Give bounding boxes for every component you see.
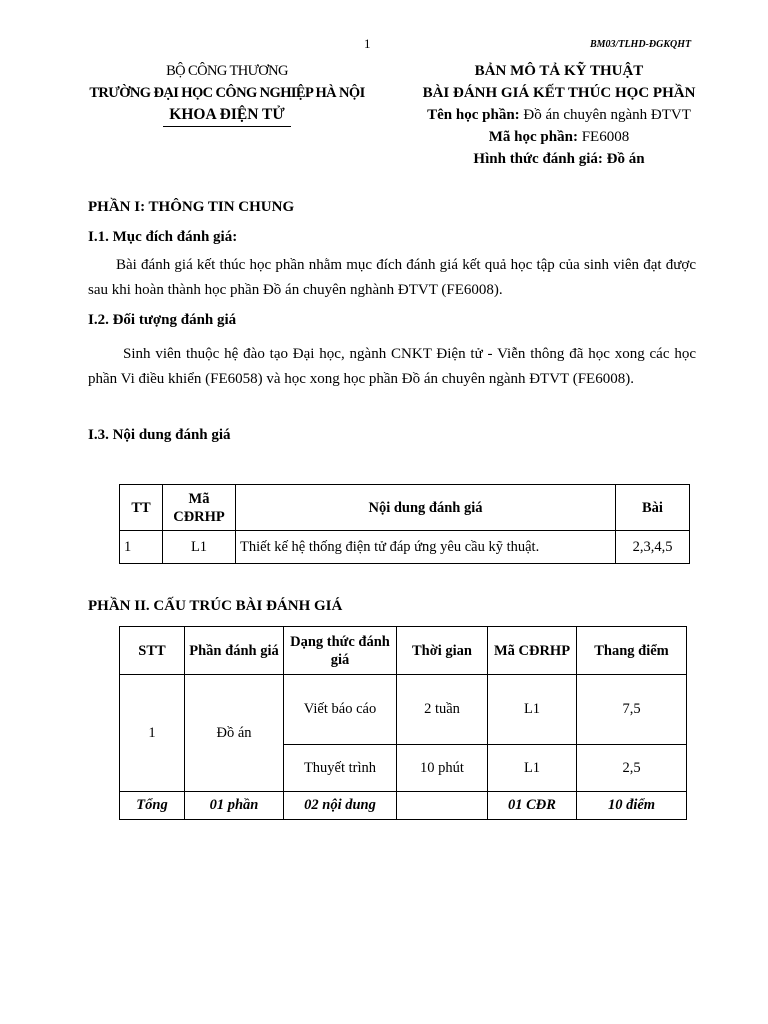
section-1-1-title: I.1. Mục đích đánh giá: <box>88 229 238 245</box>
form-code: BM03/TLHD-ĐGKQHT <box>590 39 692 50</box>
section-1-2-title: I.2. Đối tượng đánh giá <box>88 312 237 328</box>
section-1-1-text: Bài đánh giá kết thúc học phần nhằm mục đích đánh giá kết quả học tập của sinh viên đạt được sau khi hoàn thành học phần Đồ án chuyên nghành ĐTVT (FE6008). <box>88 257 696 298</box>
table2-header-row <box>120 627 687 675</box>
table2-total-row <box>120 792 687 820</box>
table2-total-label: Tổng <box>120 792 185 820</box>
section-1-3-title: I.3. Nội dung đánh giá <box>88 427 231 443</box>
doc-title-1: BẢN MÔ TẢ KỸ THUẬT <box>474 63 644 79</box>
faculty-name: KHOA ĐIỆN TỬ <box>169 106 285 123</box>
doc-title-2: BÀI ĐÁNH GIÁ KẾT THÚC HỌC PHẦN <box>422 85 696 101</box>
table2-total-score: 10 điểm <box>577 792 687 820</box>
table1-header-tt: TT <box>120 485 163 531</box>
part1-title: PHẦN I: THÔNG TIN CHUNG <box>88 199 295 215</box>
assessment-structure-table <box>119 626 687 820</box>
table2-cell-score: 7,5 <box>577 675 687 745</box>
table2-header-stt: STT <box>120 627 185 675</box>
table2-total-forms: 02 nội dung <box>284 792 397 820</box>
section-1-2-text: Sinh viên thuộc hệ đào tạo Đại học, ngành CNKT Điện tử - Viễn thông đã học xong các học phần Vi điều khiển (FE6058) và học xong học phần Đồ án chuyên ngành ĐTVT (FE6008). <box>88 346 696 387</box>
table2-header-form: Dạng thức đánh giá <box>284 627 397 675</box>
faculty-underline <box>163 126 291 127</box>
course-name: Đồ án chuyên ngành ĐTVT <box>519 107 691 123</box>
part2-title: PHẦN II. CẤU TRÚC BÀI ĐÁNH GIÁ <box>88 598 343 614</box>
table2-cell-form: Viết báo cáo <box>284 675 397 745</box>
table1-header-row <box>120 485 690 531</box>
table2-total-time <box>397 792 488 820</box>
assessment-content-table <box>119 484 690 564</box>
table2-cell-time: 10 phút <box>397 745 488 792</box>
course-code-label: Mã học phần: <box>488 129 578 145</box>
table2-total-parts: 01 phần <box>185 792 284 820</box>
table1-header-content: Nội dung đánh giá <box>236 485 616 531</box>
table1-header-code: Mã CĐRHP <box>163 485 236 531</box>
table1-header-lesson: Bài <box>616 485 690 531</box>
page-number: 1 <box>364 36 371 51</box>
table2-header-part: Phần đánh giá <box>185 627 284 675</box>
table2-header-time: Thời gian <box>397 627 488 675</box>
table2-cell-form: Thuyết trình <box>284 745 397 792</box>
table2-cell-stt: 1 <box>120 675 185 792</box>
table-row <box>120 531 690 564</box>
course-code-line <box>400 126 718 148</box>
table2-cell-code: L1 <box>488 675 577 745</box>
course-code: FE6008 <box>577 129 630 145</box>
table2-cell-score: 2,5 <box>577 745 687 792</box>
table2-cell-time: 2 tuần <box>397 675 488 745</box>
table-row <box>120 675 687 745</box>
university-name: TRƯỜNG ĐẠI HỌC CÔNG NGHIỆP HÀ NỘI <box>89 85 365 101</box>
ministry-name: BỘ CÔNG THƯƠNG <box>166 63 288 79</box>
table2-header-code: Mã CĐRHP <box>488 627 577 675</box>
table2-cell-code: L1 <box>488 745 577 792</box>
table2-header-score: Thang điểm <box>577 627 687 675</box>
table1-cell-tt: 1 <box>120 531 163 564</box>
table1-cell-content: Thiết kế hệ thống điện tử đáp ứng yêu cầu kỹ thuật. <box>236 531 616 564</box>
table1-cell-code: L1 <box>163 531 236 564</box>
table2-cell-part: Đồ án <box>185 675 284 792</box>
course-name-line <box>400 104 718 126</box>
table1-cell-lesson: 2,3,4,5 <box>616 531 690 564</box>
header-left <box>82 60 372 127</box>
course-name-label: Tên học phần: <box>427 107 520 123</box>
assessment-form: Hình thức đánh giá: Đồ án <box>473 151 645 167</box>
table2-total-codes: 01 CĐR <box>488 792 577 820</box>
header-right <box>400 60 718 170</box>
